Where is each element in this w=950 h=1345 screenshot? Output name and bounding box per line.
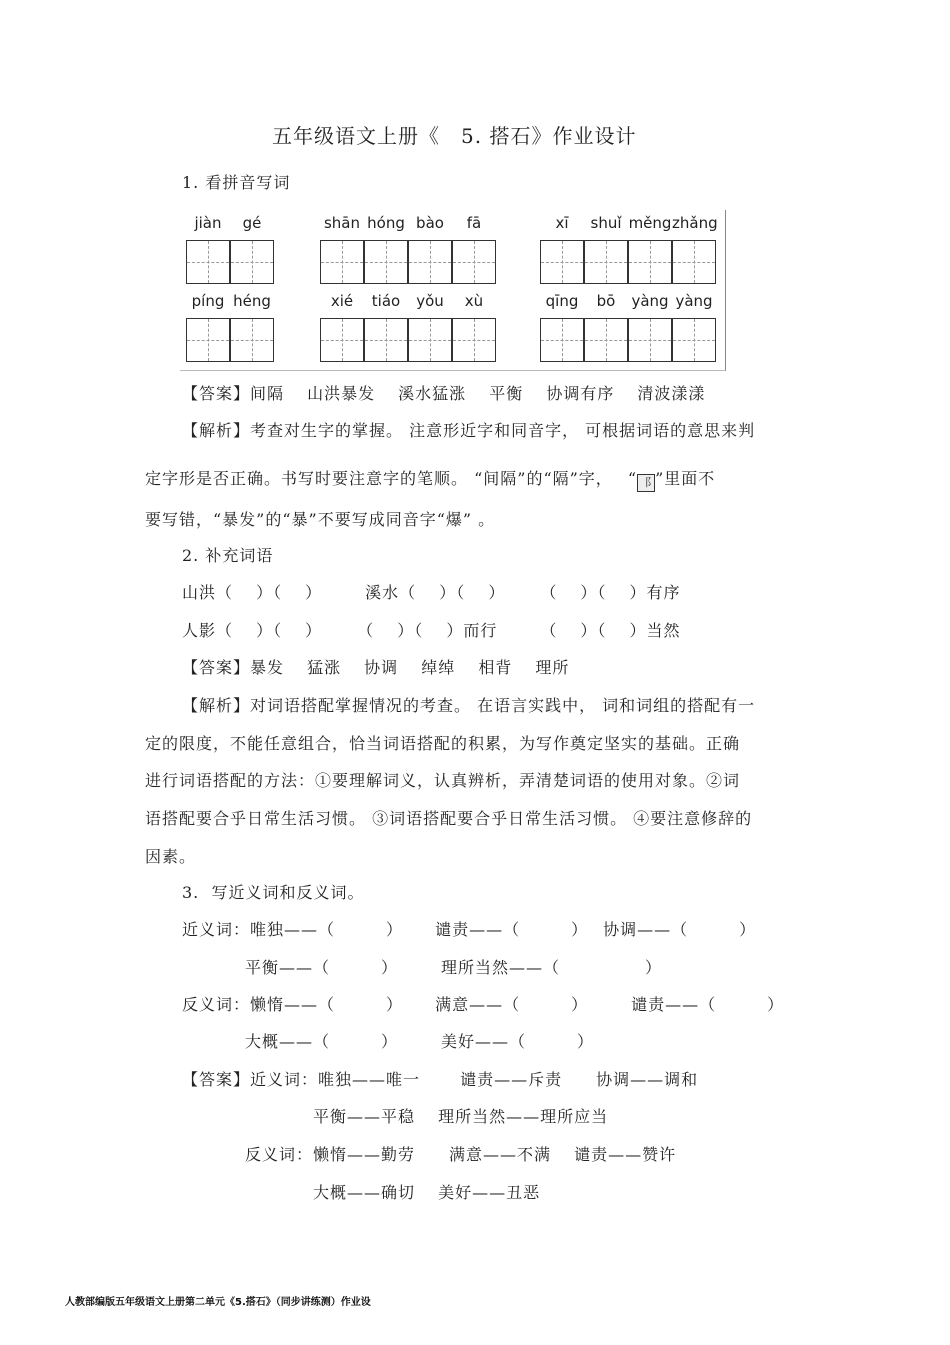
q2-heading: 2. 补充词语: [182, 546, 274, 565]
q3-answer-line1: 【答案】近义词：唯独——唯一 谴责——斥责 协调——调和: [182, 1070, 699, 1089]
writing-box[interactable]: [672, 240, 716, 284]
pinyin-label: tiáo: [371, 292, 401, 310]
pinyin-label: yàng: [675, 292, 713, 310]
writing-box[interactable]: [672, 318, 716, 362]
pinyin-label: měng: [628, 214, 672, 232]
q3-antonyms-line2: 大概——（ ） 美好——（ ）: [245, 1032, 595, 1051]
q1-analysis-line1: 【解析】考查对生字的掌握。 注意形近字和同音字， 可根据词语的意思来判: [182, 421, 756, 440]
pinyin-label: gé: [242, 214, 262, 232]
writing-box[interactable]: [186, 318, 230, 362]
writing-box[interactable]: [452, 240, 496, 284]
pinyin-label: xī: [555, 214, 569, 232]
q1-heading: 1. 看拼音写词: [182, 173, 291, 192]
writing-box[interactable]: [364, 240, 408, 284]
q1-analysis-line2-text: 定字形是否正确。书写时要注意字的笔顺。 “间隔”的“隔”字， “: [145, 469, 638, 488]
writing-box[interactable]: [320, 240, 364, 284]
writing-box[interactable]: [584, 240, 628, 284]
writing-box[interactable]: [540, 240, 584, 284]
pinyin-label: jiàn: [194, 214, 222, 232]
pinyin-label: bō: [596, 292, 616, 310]
q2-analysis-line4: 语搭配要合乎日常生活习惯。 ③词语搭配要合乎日常生活习惯。 ④要注意修辞的: [145, 809, 753, 828]
pinyin-label: qīng: [545, 292, 579, 310]
pinyin-label: xù: [464, 292, 484, 310]
writing-box[interactable]: [320, 318, 364, 362]
q1-analysis-line3: 要写错，“暴发”的“暴”不要写成同音字“爆” 。: [145, 510, 496, 529]
q1-answer: 【答案】间隔 山洪暴发 溪水猛涨 平衡 协调有序 清波漾漾: [182, 384, 706, 403]
pinyin-label: xié: [330, 292, 354, 310]
pinyin-label: yàng: [631, 292, 669, 310]
pinyin-label: píng: [191, 292, 225, 310]
q1-analysis-line2-end: ”里面不: [655, 469, 716, 488]
q3-answer-line3: 反义词：懒惰——勤劳 满意——不满 谴责——赞许: [245, 1145, 677, 1164]
writing-box[interactable]: [408, 318, 452, 362]
writing-box[interactable]: [408, 240, 452, 284]
writing-box[interactable]: [628, 240, 672, 284]
pinyin-label: shān: [323, 214, 361, 232]
writing-box[interactable]: [230, 240, 274, 284]
writing-box[interactable]: [628, 318, 672, 362]
writing-box[interactable]: [540, 318, 584, 362]
writing-box[interactable]: [584, 318, 628, 362]
pinyin-label: bào: [416, 214, 444, 232]
q2-line2: 人影（ ）（ ） （ ）（ ）而行 （ ）（ ）当然: [182, 621, 681, 640]
q3-heading: 3. 写近义词和反义词。: [182, 883, 365, 902]
writing-box[interactable]: [452, 318, 496, 362]
writing-box[interactable]: [230, 318, 274, 362]
pinyin-label: héng: [233, 292, 271, 310]
page-footer: 人教部编版五年级语文上册第二单元《5.搭石》（同步讲练测）作业设: [65, 1297, 371, 1308]
q3-synonyms-line2: 平衡——（ ） 理所当然——（ ）: [245, 958, 663, 977]
page-title: 五年级语文上册《 5. 搭石》作业设计: [272, 124, 637, 148]
q3-answer-line2: 平衡——平稳 理所当然——理所应当: [313, 1107, 609, 1126]
pinyin-label: zhǎng: [672, 214, 718, 232]
radical-glyph: ⻏: [637, 474, 655, 492]
writing-box[interactable]: [186, 240, 230, 284]
q2-answer: 【答案】暴发 猛涨 协调 绰绰 相背 理所: [182, 658, 570, 677]
q3-answer-line4: 大概——确切 美好——丑恶: [313, 1183, 541, 1202]
pinyin-label: fā: [466, 214, 482, 232]
q2-analysis-line1: 【解析】对词语搭配掌握情况的考查。 在语言实践中， 词和词组的搭配有一: [182, 696, 756, 715]
q2-analysis-line5: 因素。: [145, 847, 197, 866]
pinyin-label: shuǐ: [590, 214, 622, 232]
pinyin-label: hóng: [367, 214, 405, 232]
q3-antonyms-line1: 反义词：懒惰——（ ） 满意——（ ） 谴责——（ ）: [182, 995, 785, 1014]
q2-analysis-line3: 进行词语搭配的方法：①要理解词义，认真辨析，弄清楚词语的使用对象。②词: [145, 771, 741, 790]
q3-synonyms-line1: 近义词：唯独——（ ） 谴责——（ ） 协调——（ ）: [182, 920, 757, 939]
writing-box[interactable]: [364, 318, 408, 362]
q1-analysis-line2: [145, 466, 715, 492]
pinyin-label: yǒu: [416, 292, 444, 310]
q2-analysis-line2: 定的限度，不能任意组合，恰当词语搭配的积累，为写作奠定坚实的基础。正确: [145, 734, 741, 753]
q2-line1: 山洪（ ）（ ） 溪水（ ）（ ） （ ）（ ）有序: [182, 583, 681, 602]
pinyin-grid: [180, 210, 726, 371]
